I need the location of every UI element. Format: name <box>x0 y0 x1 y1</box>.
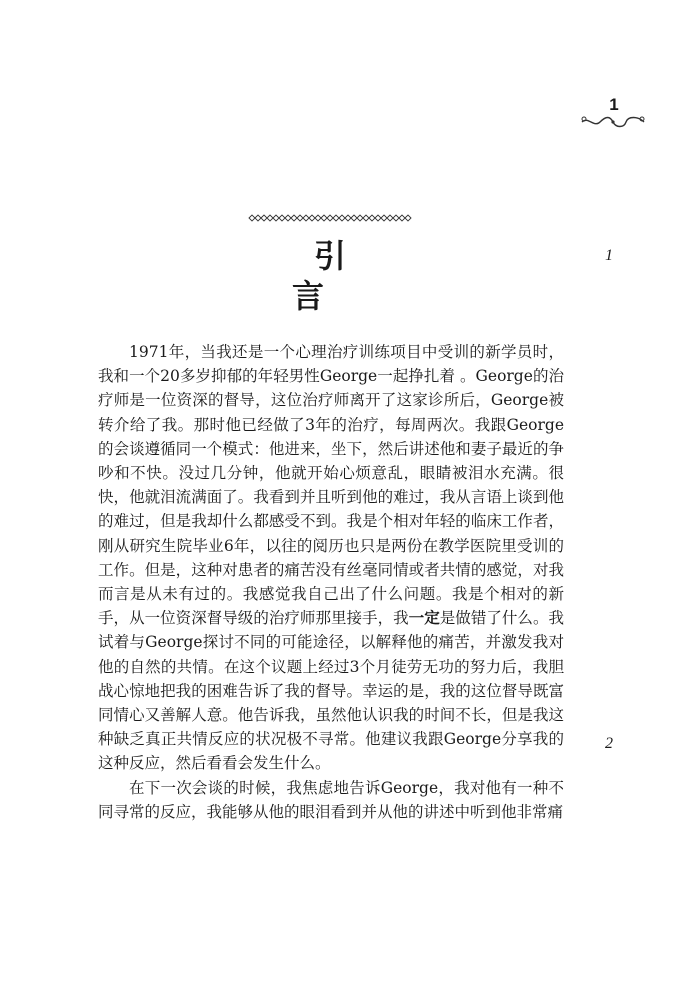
diamond-link-icon <box>249 215 255 221</box>
diamond-link-icon <box>315 215 321 221</box>
diamond-link-icon <box>351 215 357 221</box>
swirl-ornament-icon <box>580 114 646 130</box>
diamond-link-icon <box>375 215 381 221</box>
paragraph-2-text-a: 在下一次会谈的时候，我焦虑地告诉George，我对他有一种不同寻常的反应，我能够从他的眼泪看到并从他的讲述中听到他非常痛 <box>98 778 564 821</box>
paragraph-2 <box>98 776 564 824</box>
diamond-link-icon <box>399 215 405 221</box>
diamond-link-icon <box>387 215 393 221</box>
diamond-link-icon <box>279 215 285 221</box>
margin-note-2: 2 <box>605 735 613 752</box>
diamond-chain-ornament-icon <box>248 211 414 225</box>
diamond-link-icon <box>381 215 387 221</box>
margin-note-1: 1 <box>605 247 613 264</box>
diamond-link-icon <box>357 215 363 221</box>
diamond-link-icon <box>291 215 297 221</box>
body-text <box>98 340 564 824</box>
paragraph-1-emphasis: 一定 <box>408 608 440 628</box>
diamond-link-icon <box>273 215 279 221</box>
chapter-title: 引言 <box>291 237 390 315</box>
diamond-link-icon <box>327 215 333 221</box>
diamond-link-icon <box>363 215 369 221</box>
diamond-link-icon <box>333 215 339 221</box>
paragraph-1-text-b: 是做错了什么。我试着与George探讨不同的可能途径，以解释他的痛苦，并激发我对他的自然的共情。在这个议题上经过3个月徒劳无功的努力后，我胆战心惊地把我的困难告诉了我的督导。幸运的是，我的这位督导既富同情心又善解人意。他告诉我，虽然他认识我的时间不长，但是我这种缺乏真正共情反应的状况极不寻常。他建议我跟George分享我的这种反应，然后看看会发生什么。 <box>98 609 564 773</box>
paragraph-1 <box>98 340 564 776</box>
diamond-link-icon <box>309 215 315 221</box>
diamond-link-icon <box>345 215 351 221</box>
diamond-link-icon <box>339 215 345 221</box>
diamond-link-icon <box>303 215 309 221</box>
diamond-link-icon <box>285 215 291 221</box>
diamond-link-icon <box>297 215 303 221</box>
diamond-link-icon <box>267 215 273 221</box>
diamond-link-icon <box>261 215 267 221</box>
paragraph-1-text-a: 1971年，当我还是一个心理治疗训练项目中受训的新学员时，我和一个20多岁抑郁的年轻男性George一起挣扎着 。George的治疗师是一位资深的督导，这位治疗师离开了这家诊所后，George被转介给了我。那时他已经做了3年的治疗，每周两次。我跟George的会谈遵循同一个模式：他进来，坐下，然后讲述他和妻子最近的争吵和不快。没过几分钟，他就开始心烦意乱，眼睛被泪水充满。很快，他就泪流满面了。我看到并且听到他的难过，我从言语上谈到他的难过，但是我却什么都感受不到。我是个相对年轻的临床工作者，刚从研究生院毕业6年，以往的阅历也只是两份在教学医院里受训的工作。但是，这种对患者的痛苦没有丝毫同情或者共情的感觉，对我而言是从未有过的。我感觉我自己出了什么问题。我是个相对的新手，从一位资深督导级的治疗师那里接手，我 <box>98 343 564 628</box>
diamond-link-icon <box>321 215 327 221</box>
diamond-link-icon <box>255 215 261 221</box>
diamond-link-icon <box>393 215 399 221</box>
diamond-link-icon <box>405 215 411 221</box>
diamond-link-icon <box>369 215 375 221</box>
page-number: 1 <box>609 95 619 114</box>
